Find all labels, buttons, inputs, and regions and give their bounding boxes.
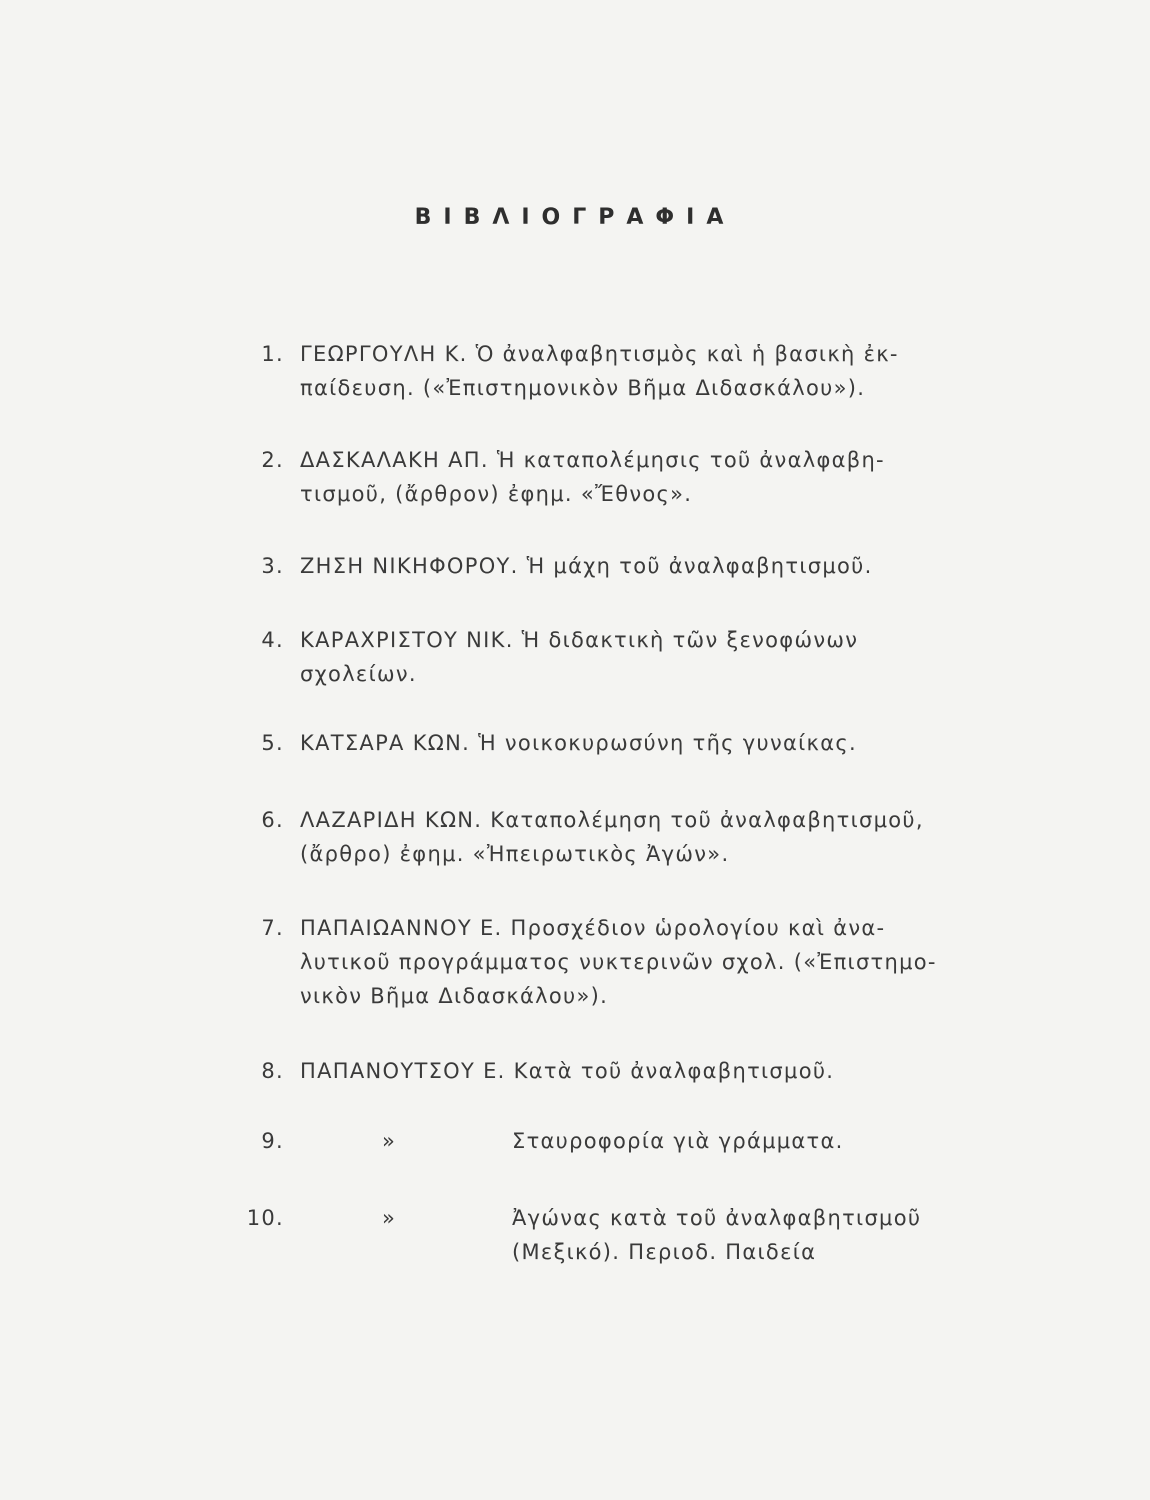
entry-line: ΖΗΣΗ ΝΙΚΗΦΟΡΟΥ. Ἡ μάχη τοῦ ἀναλφαβητισμοῦ. <box>300 554 873 578</box>
entry-line: ΚΑΤΣΑΡΑ ΚΩΝ. Ἡ νοικοκυρωσύνη τῆς γυναίκας. <box>300 731 857 755</box>
entry-line: ΔΑΣΚΑΛΑΚΗ ΑΠ. Ἡ καταπολέμησις τοῦ ἀναλφαβη- <box>300 448 885 472</box>
entry-text <box>300 443 980 511</box>
entry-number: 10. <box>246 1206 284 1230</box>
entry-text <box>300 911 980 1013</box>
entry-number: 5. <box>261 731 284 755</box>
entry-line: νικὸν Βῆμα Διδασκάλου»). <box>300 984 609 1008</box>
entry-number: 1. <box>261 342 284 366</box>
ditto-mark: » <box>382 1206 397 1230</box>
entry-number: 7. <box>261 916 284 940</box>
entry-number: 9. <box>261 1129 284 1153</box>
entry-line: ΛΑΖΑΡΙΔΗ ΚΩΝ. Καταπολέμηση τοῦ ἀναλφαβητισμοῦ, <box>300 808 924 832</box>
page-title: ΒΙΒΛΙΟΓΡΑΦΙΑ <box>414 205 736 230</box>
ditto-mark: » <box>382 1129 397 1153</box>
entry-line: Ἀγώνας κατὰ τοῦ ἀναλφαβητισμοῦ <box>512 1206 922 1230</box>
entry-line: σχολείων. <box>300 662 417 686</box>
entry-line: τισμοῦ, (ἄρθρον) ἐφημ. «Ἔθνος». <box>300 482 693 506</box>
entry-line: ΠΑΠΑΙΩΑΝΝΟΥ Ε. Προσχέδιον ὡρολογίου καὶ ἀνα- <box>300 916 886 940</box>
entry-text <box>300 337 980 405</box>
entry-line: ΠΑΠΑΝΟΥΤΣΟΥ Ε. Κατὰ τοῦ ἀναλφαβητισμοῦ. <box>300 1059 835 1083</box>
entry-line: παίδευση. («Ἐπιστημονικὸν Βῆμα Διδασκάλου»). <box>300 376 866 400</box>
entry-line-left: (Μεξικό). <box>512 1240 621 1264</box>
entry-number: 6. <box>261 808 284 832</box>
entry-line: ΓΕΩΡΓΟΥΛΗ Κ. Ὁ ἀναλφαβητισμὸς καὶ ἡ βασικὴ ἐκ- <box>300 342 899 366</box>
entry-text <box>300 803 980 871</box>
entry-line: Σταυροφορία γιὰ γράμματα. <box>512 1129 844 1153</box>
entry-text <box>300 726 980 760</box>
entry-line: (ἄρθρο) ἐφημ. «Ἠπειρωτικὸς Ἀγών». <box>300 842 730 866</box>
entry-text <box>300 1054 980 1088</box>
entry-text <box>512 1124 972 1158</box>
entry-line: ΚΑΡΑΧΡΙΣΤΟΥ ΝΙΚ. Ἡ διδακτικὴ τῶν ξενοφώνων <box>300 628 859 652</box>
entry-text <box>300 549 980 583</box>
entry-line-right: Περιοδ. Παιδεία <box>628 1240 817 1264</box>
entry-text <box>512 1201 972 1269</box>
entry-number: 8. <box>261 1059 284 1083</box>
entry-number: 2. <box>261 448 284 472</box>
entry-number: 3. <box>261 554 284 578</box>
entry-text <box>300 623 980 691</box>
entry-number: 4. <box>261 628 284 652</box>
entry-line: λυτικοῦ προγράμματος νυκτερινῶν σχολ. («Ἐπιστημο- <box>300 950 937 974</box>
entry-line-split <box>512 1235 952 1269</box>
